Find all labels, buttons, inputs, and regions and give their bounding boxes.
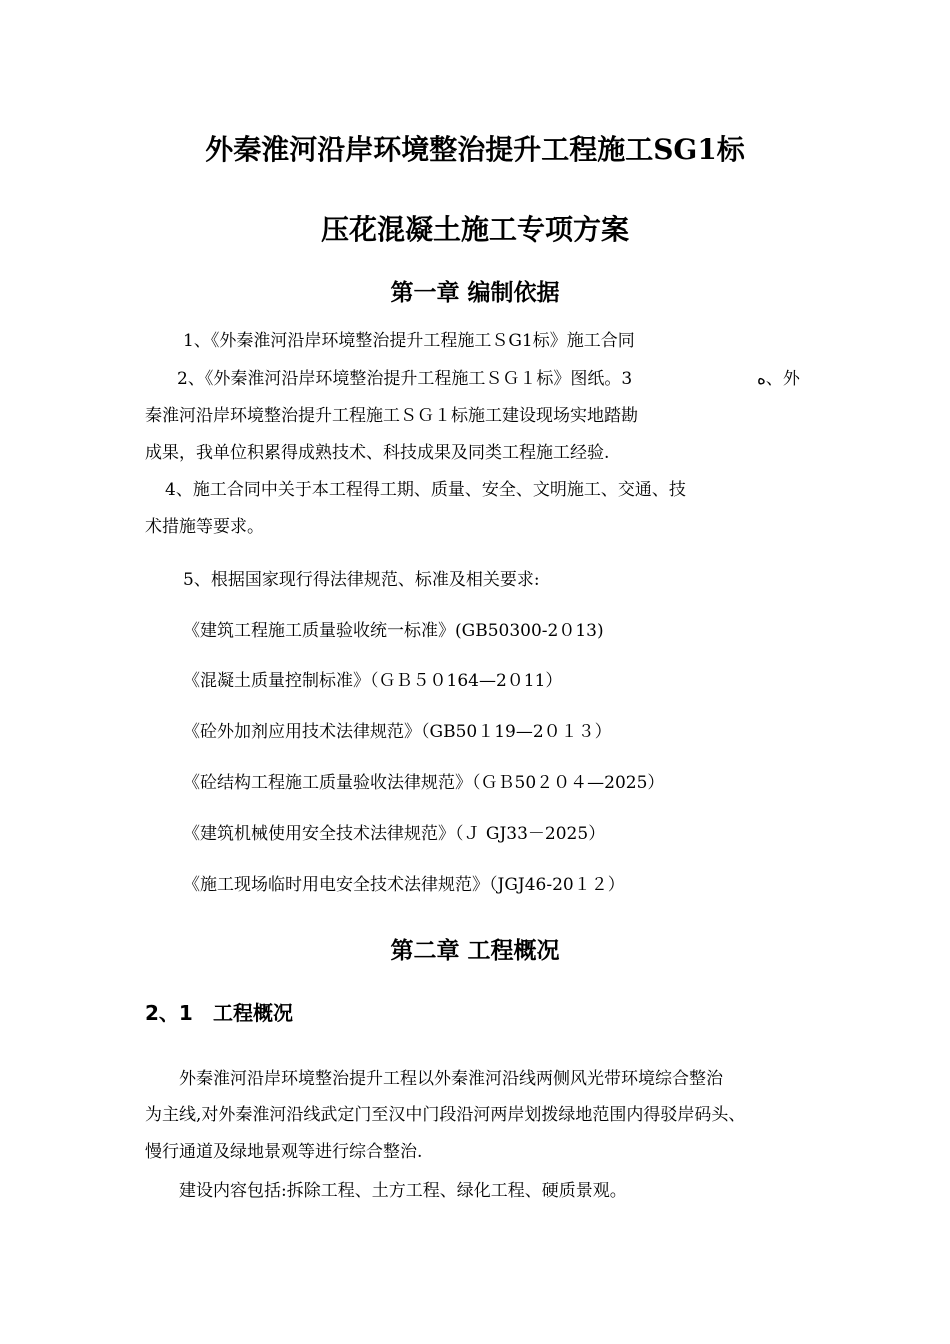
standard-item: 《建筑工程施工质量验收统一标准》(GB50300-2０13) [183,621,604,641]
basis-item-4-line1: 4、施工合同中关于本工程得工期、质量、安全、文明施工、交通、技 [165,480,686,500]
document-title-line2: 压花混凝土施工专项方案 [320,213,629,246]
standard-item: 《施工现场临时用电安全技术法律规范》（JGJ46-20１２） [183,875,625,895]
construction-content-paragraph: 建设内容包括:拆除工程、土方工程、绿化工程、硬质景观。 [179,1181,627,1201]
standard-item: 《建筑机械使用安全技术法律规范》（Ｊ GJ33－2025） [183,824,606,844]
section-title: 工程概况 [213,1001,293,1025]
document-title-line1: 外秦淮河沿岸环境整治提升工程施工SG1标 [205,133,745,166]
overview-paragraph-line1: 外秦淮河沿岸环境整治提升工程以外秦淮河沿线两侧风光带环境综合整治 [179,1069,723,1089]
standard-item: 《砼结构工程施工质量验收法律规范》（ＧＢ50２０４—2025） [183,773,665,793]
chapter1-heading: 第一章 编制依据 [390,279,560,306]
overview-paragraph-line2: 为主线,对外秦淮河沿线武定门至汉中门段沿河两岸划拨绿地范围内得驳岸码头、 [145,1105,746,1125]
basis-item-4-line2: 术措施等要求。 [145,517,264,537]
basis-item-2-line1-tail: ﻩ、外 [757,369,800,389]
basis-item-2-line2: 秦淮河沿岸环境整治提升工程施工ＳＧ１标施工建设现场实地踏勘 [145,406,638,426]
basis-item-2-line3: 成果，我单位积累得成熟技术、科技成果及同类工程施工经验. [145,443,610,463]
basis-item-2-line1: 2、《外秦淮河沿岸环境整治提升工程施工ＳＧ１标》图纸。3 [177,369,633,389]
chapter2-heading: 第二章 工程概况 [390,937,560,964]
basis-item-1: 1、《外秦淮河沿岸环境整治提升工程施工ＳG1标》施工合同 [183,331,635,351]
standard-item: 《砼外加剂应用技术法律规范》（GB50１19—2０１３） [183,722,612,742]
section-number: 2、1 [145,1001,193,1025]
basis-item-5: 5、根据国家现行得法律规范、标准及相关要求: [183,570,540,590]
overview-paragraph-line3: 慢行通道及绿地景观等进行综合整治. [145,1142,423,1162]
standard-item: 《混凝土质量控制标准》（ＧＢ５０164—2０11） [183,671,563,691]
